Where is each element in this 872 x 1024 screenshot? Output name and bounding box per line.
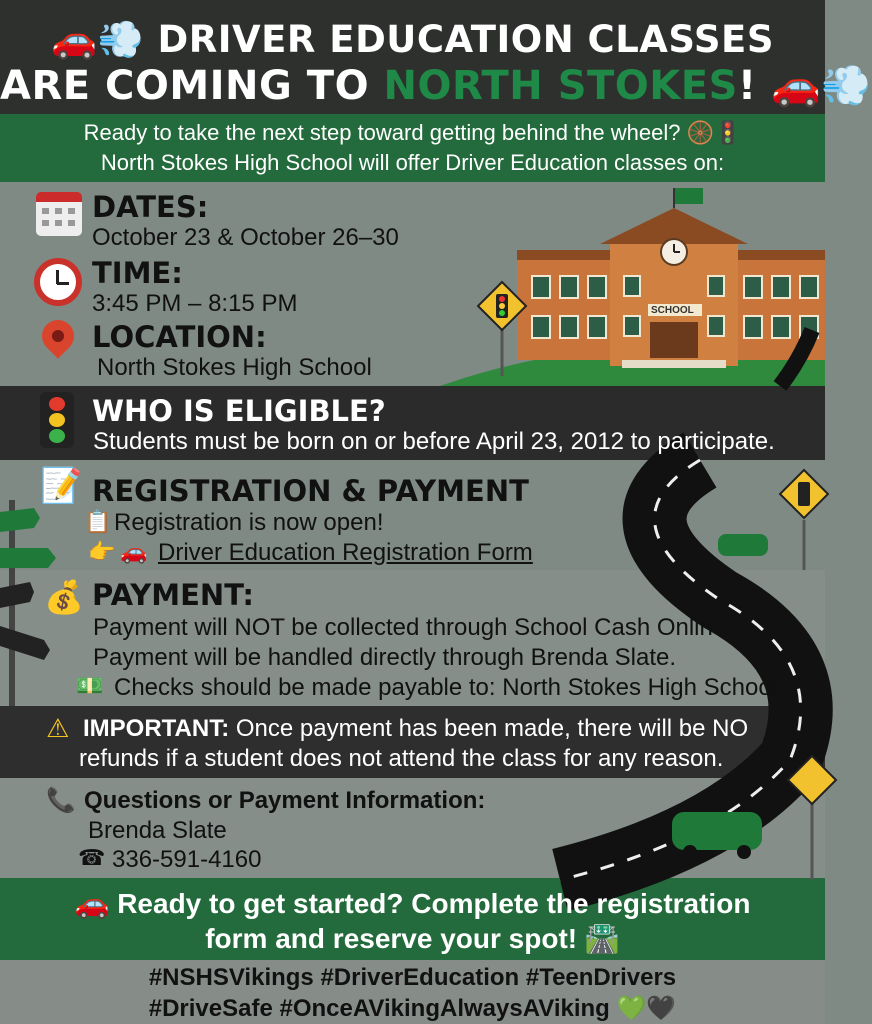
calendar-icon [36, 192, 82, 236]
payment-line-2: Payment will be handled directly through Brenda Slate. [93, 644, 677, 671]
hashtags-line-1: #NSHSVikings #DriverEducation #TeenDrivers [148, 964, 677, 991]
title-line-2 [0, 62, 872, 109]
title-suffix: ! 🚗💨 [737, 63, 872, 109]
time-value: 3:45 PM – 8:15 PM [92, 290, 298, 317]
registration-open-text: Registration is now open! [114, 509, 384, 536]
important-line-2: refunds if a student does not attend the class for any reason. [79, 745, 724, 772]
alarm-clock-icon [34, 258, 82, 306]
registration-heading: REGISTRATION & PAYMENT [92, 474, 529, 508]
payment-line-1: Payment will NOT be collected through School Cash Online. [93, 614, 733, 641]
cta-line-2: form and reserve your spot! 🛣️ [205, 923, 620, 954]
location-value: North Stokes High School [97, 354, 372, 381]
location-heading: LOCATION: [92, 320, 267, 354]
contact-phone: 336-591-4160 [112, 846, 262, 873]
school-sign-label: SCHOOL [651, 305, 694, 316]
phone-receiver-icon: 📞 [46, 786, 76, 814]
pointing-hand-icon: 👉 [88, 540, 116, 565]
clipboard-icon: 📋 [84, 510, 112, 535]
traffic-light-icon [40, 392, 74, 448]
warning-icon: ⚠ [46, 714, 70, 744]
money-bag-icon: 💰 [44, 578, 84, 616]
title-highlight: NORTH STOKES [383, 63, 738, 109]
eligibility-text: Students must be born on or before April 23, 2012 to participate. [93, 428, 775, 455]
dates-heading: DATES: [92, 190, 209, 224]
intro-line-2: North Stokes High School will offer Driver Education classes on: [100, 150, 725, 175]
eligibility-heading: WHO IS ELIGIBLE? [92, 394, 386, 428]
telephone-icon: ☎ [78, 846, 106, 871]
cta-line-1: 🚗 Ready to get started? Complete the registration [74, 888, 751, 919]
memo-icon: 📝 [40, 466, 83, 506]
time-heading: TIME: [92, 256, 183, 290]
intro-line-1: Ready to take the next step toward getting behind the wheel? 🛞🚦 [83, 120, 742, 145]
important-line-1 [83, 715, 748, 743]
title-prefix: ARE COMING TO [0, 63, 384, 109]
questions-heading: Questions or Payment Information: [84, 787, 486, 814]
important-label: IMPORTANT: [83, 715, 230, 742]
registration-form-link[interactable]: Driver Education Registration Form [158, 539, 533, 566]
important-text-1: Once payment has been made, there will be NO [229, 715, 749, 742]
hashtags-line-2: #DriveSafe #OnceAVikingAlwaysAViking 💚🖤 [148, 995, 677, 1022]
dollar-bill-icon: 💵 [76, 674, 104, 699]
dates-value: October 23 & October 26–30 [92, 224, 399, 251]
contact-name: Brenda Slate [88, 817, 227, 844]
payment-heading: PAYMENT: [92, 578, 254, 612]
title-line-1: 🚗💨 DRIVER EDUCATION CLASSES [51, 18, 774, 61]
car-icon: 🚗 [120, 540, 148, 565]
payment-line-3: Checks should be made payable to: North Stokes High School [114, 674, 778, 701]
